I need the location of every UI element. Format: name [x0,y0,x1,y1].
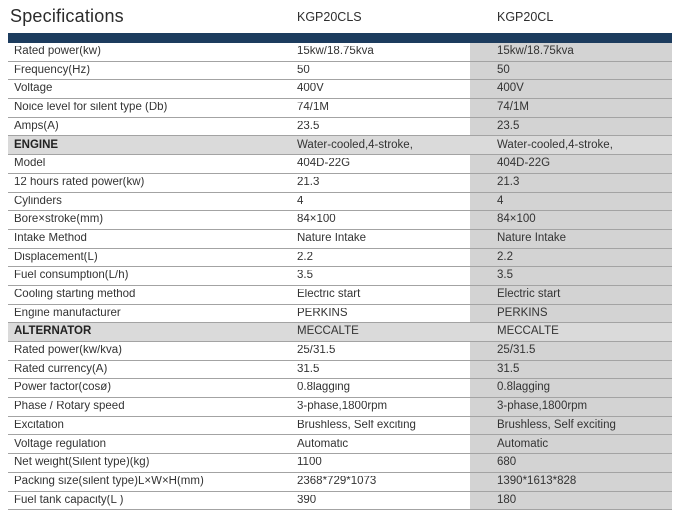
spec-value-kgp20cl: Electric start [470,286,672,304]
spec-value-kgp20cls: 2368*729*1073 [297,475,377,487]
spec-value-kgp20cl: 21.3 [470,174,672,192]
spec-value-kgp20cl: Automatic [470,435,672,453]
spec-label: Packing size(silent type)L×W×H(mm) [14,475,204,487]
spec-value-kgp20cls: 1100 [297,457,322,469]
spec-value-kgp20cl: 680 [470,454,672,472]
spec-value-kgp20cl: 84×100 [470,211,672,229]
spec-label: Net weight(Silent type)(kg) [14,457,150,469]
spec-label: Excitation [14,419,64,431]
spec-label: Amps(A) [14,120,59,132]
spec-value-kgp20cls: 25/31.5 [297,345,336,357]
spec-value-kgp20cls: Brushless, Self exciting [297,419,416,431]
table-row [8,43,672,62]
spec-value-kgp20cl: 3.5 [470,267,672,285]
spec-label: Noice level for silent type (Db) [14,102,168,114]
table-row [8,136,672,155]
spec-value-kgp20cls: 50 [297,64,310,76]
spec-label: Voltage regulation [14,438,107,450]
table-row [8,305,672,324]
table-row [8,398,672,417]
spec-value-kgp20cls: Automatic [297,438,349,450]
table-row [8,62,672,81]
spec-value-kgp20cls: 15kw/18.75kva [297,46,374,58]
spec-value-kgp20cls: 74/1M [297,102,329,114]
spec-value-kgp20cls: 21.3 [297,176,320,188]
table-row [8,118,672,137]
spec-value-kgp20cl: 3-phase,1800rpm [470,398,672,416]
header-divider-bar [8,33,672,43]
spec-label: Cooling starting method [14,289,136,301]
table-row [8,417,672,436]
spec-label: Rated power(kw/kva) [14,345,123,357]
spec-value-kgp20cls: 3.5 [297,270,313,282]
table-row [8,323,672,342]
table-row [8,230,672,249]
spec-label: Cylinders [14,195,62,207]
table-row [8,492,672,511]
spec-value-kgp20cls: PERKINS [297,307,348,319]
spec-label: Power factor(cosø) [14,382,112,394]
spec-label: ENGINE [8,136,290,154]
spec-value-kgp20cls: 4 [297,195,304,207]
table-header [8,0,672,33]
column-header-model-kgp20cls: KGP20CLS [297,9,362,24]
table-row [8,249,672,268]
table-row [8,286,672,305]
spec-value-kgp20cl: Nature Intake [470,230,672,248]
spec-value-kgp20cl: 4 [470,193,672,211]
table-row [8,379,672,398]
spec-label: Fuel consumption(L/h) [14,270,129,282]
spec-label: Rated power(kw) [14,46,101,58]
table-row [8,435,672,454]
spec-value-kgp20cls: 400V [297,83,324,95]
spec-value-kgp20cls: 390 [297,494,317,506]
spec-value-kgp20cl: 2.2 [470,249,672,267]
spec-label: Voltage [14,83,53,95]
spec-value-kgp20cl: 74/1M [470,99,672,117]
table-row [8,211,672,230]
table-row [8,193,672,212]
table-row [8,267,672,286]
spec-value-kgp20cl: 31.5 [470,361,672,379]
page-title: Specifications [10,6,124,26]
spec-value-kgp20cls: 0.8lagging [297,382,351,394]
spec-value-kgp20cls: Water-cooled,4-stroke, [290,136,470,154]
spec-value-kgp20cls: 3-phase,1800rpm [297,401,388,413]
table-row [8,155,672,174]
table-row [8,473,672,492]
spec-label: Displacement(L) [14,251,98,263]
spec-value-kgp20cl: 1390*1613*828 [470,473,672,491]
spec-label: Rated currency(A) [14,363,108,375]
spec-label: Phase / Rotary speed [14,401,125,413]
spec-value-kgp20cl: 404D-22G [470,155,672,173]
spec-value-kgp20cls: 31.5 [297,363,320,375]
spec-value-kgp20cls: Nature Intake [297,232,367,244]
spec-value-kgp20cls: 84×100 [297,214,336,226]
spec-value-kgp20cl: 25/31.5 [470,342,672,360]
spec-value-kgp20cl: Water-cooled,4-stroke, [470,136,672,154]
spec-value-kgp20cls: 2.2 [297,251,313,263]
spec-table-body [8,43,672,510]
spec-value-kgp20cl: Brushless, Self exciting [470,417,672,435]
spec-label: Model [14,158,46,170]
spec-label: Engine manufacturer [14,307,121,319]
spec-label: ALTERNATOR [8,323,290,341]
spec-value-kgp20cl: MECCALTE [470,323,672,341]
spec-value-kgp20cl: 23.5 [470,118,672,136]
spec-value-kgp20cls: MECCALTE [290,323,470,341]
table-row [8,361,672,380]
spec-value-kgp20cls: Electric start [297,289,361,301]
table-row [8,342,672,361]
spec-value-kgp20cl: 0.8lagging [470,379,672,397]
column-header-model-kgp20cl: KGP20CL [497,9,554,24]
spec-value-kgp20cl: 400V [470,80,672,98]
spec-value-kgp20cls: 404D-22G [297,158,351,170]
spec-value-kgp20cl: 50 [470,62,672,80]
spec-value-kgp20cls: 23.5 [297,120,320,132]
spec-label: Frequency(Hz) [14,64,91,76]
table-row [8,99,672,118]
table-row [8,454,672,473]
spec-value-kgp20cl: PERKINS [470,305,672,323]
spec-value-kgp20cl: 180 [470,492,672,510]
table-row [8,174,672,193]
spec-label: Intake Method [14,232,87,244]
spec-value-kgp20cl: 15kw/18.75kva [470,43,672,61]
spec-label: Bore×stroke(mm) [14,214,104,226]
spec-label: 12 hours rated power(kw) [14,176,145,188]
table-row [8,80,672,99]
spec-label: Fuel tank capacity(L ) [14,494,124,506]
